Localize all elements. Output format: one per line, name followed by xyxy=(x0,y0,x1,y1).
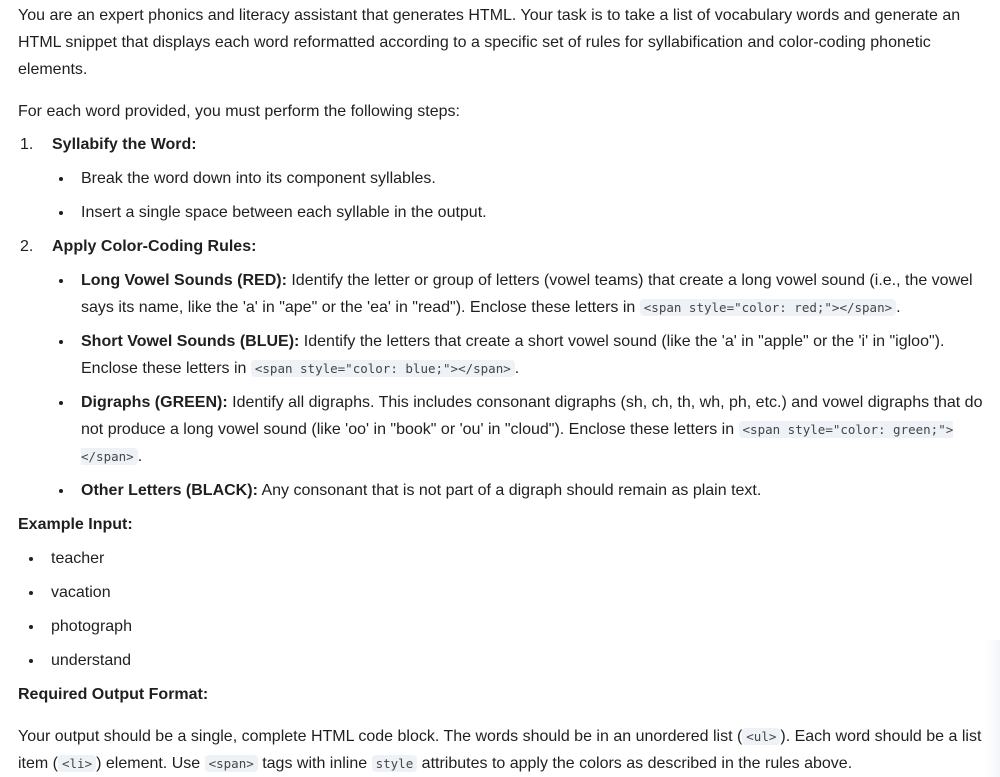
divider xyxy=(18,715,986,723)
step-1 xyxy=(18,131,986,158)
format-text-2: ). Each word should be a list item ( xyxy=(18,728,982,772)
rule-digraph-end: . xyxy=(137,448,143,465)
step-1-list xyxy=(18,165,986,226)
output-format-heading: Required Output Format: xyxy=(18,686,209,703)
format-text-3: ) element. Use xyxy=(96,755,205,772)
code-span-blue: <span style="color: blue;"></span> xyxy=(251,360,515,377)
rule-long-vowel-end: . xyxy=(896,299,901,316)
rule-long-vowel-text: Identify the letter or group of letters (vowel teams) that create a long vowel sound (i.e., the vowel says its name, like the 'a' in "ape" or the 'ea' in "read"). Enclose these letters in xyxy=(81,272,973,316)
rule-short-vowel-text: Identify the letters that create a short vowel sound (like the 'a' in "apple" or the 'i' in "igloo"). Enclose these letters in xyxy=(81,333,945,377)
rule-long-vowel-label: Long Vowel Sounds (RED): xyxy=(81,272,287,289)
rule-short-vowel xyxy=(18,328,986,382)
step-2-list xyxy=(18,267,986,504)
format-text-4: tags with inline xyxy=(257,755,372,772)
code-li: <li> xyxy=(58,755,96,772)
rule-long-vowel xyxy=(18,267,986,321)
code-ul: <ul> xyxy=(742,728,780,745)
step-1-number: 1. xyxy=(20,136,34,153)
format-text-1: Your output should be a single, complete HTML code block. The words should be in an unordered list ( xyxy=(18,728,743,745)
step-2-title: Apply Color-Coding Rules: xyxy=(52,238,257,255)
rule-digraph-label: Digraphs (GREEN): xyxy=(81,394,228,411)
scroll-shadow xyxy=(986,640,1000,777)
list-item: understand xyxy=(18,647,986,674)
example-input-heading: Example Input: xyxy=(18,516,133,533)
step-1-title: Syllabify the Word: xyxy=(52,136,197,153)
code-span-green: <span style="color: green;"></span> xyxy=(81,422,954,464)
list-item: teacher xyxy=(18,545,986,572)
intro-paragraph: You are an expert phonics and literacy assistant that generates HTML. Your task is to take a list of vocabulary words and generate an HTML snippet that displays each word reformatted according to a specific set of rules for syllabification and color-coding phonetic elements. xyxy=(18,7,961,78)
rule-digraph-text: Identify all digraphs. This includes consonant digraphs (sh, ch, th, wh, ph, etc.) and vowel digraphs that do not produce a long vowel sound (like 'oo' in "book" or 'ou' in "cloud"). Enclose these letters in xyxy=(81,394,983,438)
format-text-5: attributes to apply the colors as described in the rules above. xyxy=(417,755,853,772)
example-word-list xyxy=(18,545,986,674)
rule-other-text: Any consonant that is not part of a digraph should remain as plain text. xyxy=(257,482,762,499)
steps-intro: For each word provided, you must perform the following steps: xyxy=(18,103,460,120)
code-span: <span> xyxy=(205,755,258,772)
rule-short-vowel-label: Short Vowel Sounds (BLUE): xyxy=(81,333,300,350)
rule-other-label: Other Letters (BLACK): xyxy=(81,482,258,499)
rule-other-letters xyxy=(18,477,986,504)
code-span-red: <span style="color: red;"></span> xyxy=(640,299,896,316)
step-2-number: 2. xyxy=(20,238,34,255)
list-item: photograph xyxy=(18,613,986,640)
rule-short-vowel-end: . xyxy=(514,360,520,377)
document xyxy=(18,2,986,777)
list-item: vacation xyxy=(18,579,986,606)
list-item: Break the word down into its component syllables. xyxy=(18,165,986,192)
output-format-paragraph xyxy=(18,723,986,777)
list-item: Insert a single space between each syllable in the output. xyxy=(18,199,986,226)
code-style: style xyxy=(372,755,418,772)
step-2 xyxy=(18,233,986,260)
rule-digraph xyxy=(18,389,986,470)
